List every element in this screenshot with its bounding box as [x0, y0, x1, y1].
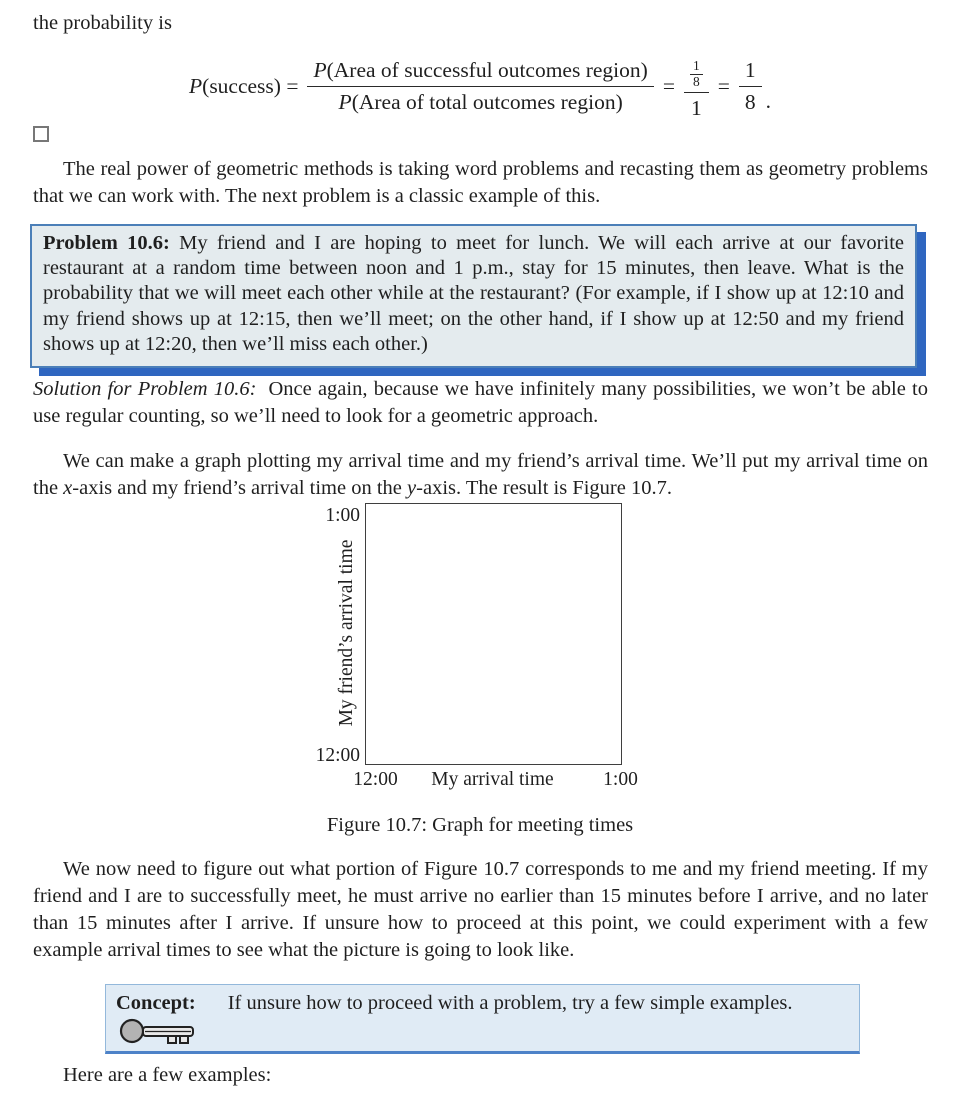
- concept-box: [105, 984, 860, 1054]
- small-den: 8: [692, 74, 700, 89]
- graph-paragraph-part2: -axis and my friend’s arrival time on the: [72, 477, 408, 499]
- final-num: 1: [739, 58, 762, 87]
- x-variable: x: [63, 477, 73, 499]
- num-P: P: [313, 57, 327, 82]
- area-ratio-fraction: [307, 58, 653, 115]
- formula-lhs-rest: (success) =: [202, 73, 299, 98]
- fraction-denominator: [333, 87, 629, 115]
- final-den: 8: [744, 89, 756, 114]
- formula-lhs: [189, 74, 298, 99]
- concept-label: Concept:: [116, 992, 196, 1014]
- solution-text: Once again, because we have infinitely many possibilities, we won’t be able to use regular counting, so we’ll need to look for a geometric approach.: [33, 378, 928, 427]
- equals-sign: =: [717, 73, 730, 98]
- den-P: P: [338, 89, 352, 114]
- formula-lhs-P: P: [189, 73, 203, 98]
- graph-paragraph-part1: We can make a graph plotting my arrival time and my friend’s arrival time. We’ll put my arrival time on the: [33, 450, 928, 499]
- concept-text: If unsure how to proceed with a problem, try a few simple examples.: [227, 992, 793, 1014]
- y-tick-top: 1:00: [325, 505, 360, 526]
- one-eighth-fraction: [739, 58, 762, 115]
- nested-fraction-top: [684, 51, 709, 93]
- y-tick-bottom: 12:00: [315, 745, 360, 766]
- probability-formula: [0, 50, 960, 122]
- y-variable: y: [407, 477, 417, 499]
- fraction-numerator: [307, 58, 653, 87]
- solution-label: Solution for Problem 10.6:: [33, 378, 257, 400]
- y-axis-label: My friend’s arrival time: [336, 539, 357, 727]
- paragraph-portion: We now need to figure out what portion of Figure 10.7 corresponds to me and my friend meeting. If my friend and I are to successfully meet, he must arrive no earlier than 15 minutes before I arrive, and no later than 15 minutes after I arrive. If unsure how to proceed at this point, we could experiment with a few example arrival times to see what the picture is going to look like.: [33, 858, 928, 961]
- equals-sign: =: [662, 73, 675, 98]
- formula-period: .: [765, 88, 771, 113]
- figure-10-7: [0, 503, 960, 803]
- nested-fraction-bottom: 1: [690, 96, 702, 121]
- concept-row: [116, 990, 849, 1016]
- paragraph-power: The real power of geometric methods is taking word problems and recasting them as geometry problems that we can work with. The next problem is a classic example of this.: [33, 158, 928, 207]
- one-eighth-small: [690, 59, 703, 89]
- key-icon: [118, 1018, 202, 1048]
- x-tick-left: 12:00: [353, 769, 398, 790]
- num-rest: (Area of successful outcomes region): [326, 57, 648, 82]
- x-axis-label: My arrival time: [431, 769, 554, 790]
- problem-label: Problem 10.6:: [43, 232, 170, 254]
- problem-paragraph: [43, 231, 904, 357]
- solution-paragraph: [33, 376, 928, 430]
- problem-box: [30, 224, 917, 368]
- intro-text: the probability is: [33, 12, 172, 34]
- plot-area: [365, 503, 622, 765]
- graph-paragraph-part3: -axis. The result is Figure 10.7.: [416, 477, 672, 499]
- qed-square: [33, 126, 49, 142]
- figure-caption: Figure 10.7: Graph for meeting times: [326, 814, 634, 836]
- nested-ratio-fraction: [684, 51, 709, 121]
- graph-paragraph: [33, 448, 928, 502]
- closing-text: Here are a few examples:: [63, 1064, 272, 1086]
- problem-text: My friend and I are hoping to meet for lunch. We will each arrive at our favorite restaurant at a random time between noon and 1 p.m., stay for 15 minutes, then leave. What is the probability that we will meet each other while at the restaurant? (For example, if I show up at 12:10 and my friend shows up at 12:15, then we’ll meet; on the other hand, if I show up at 12:50 and my friend shows up at 12:20, then we’ll miss each other.): [43, 232, 904, 355]
- small-num: 1: [690, 59, 703, 75]
- den-rest: (Area of total outcomes region): [351, 89, 623, 114]
- x-tick-right: 1:00: [603, 769, 638, 790]
